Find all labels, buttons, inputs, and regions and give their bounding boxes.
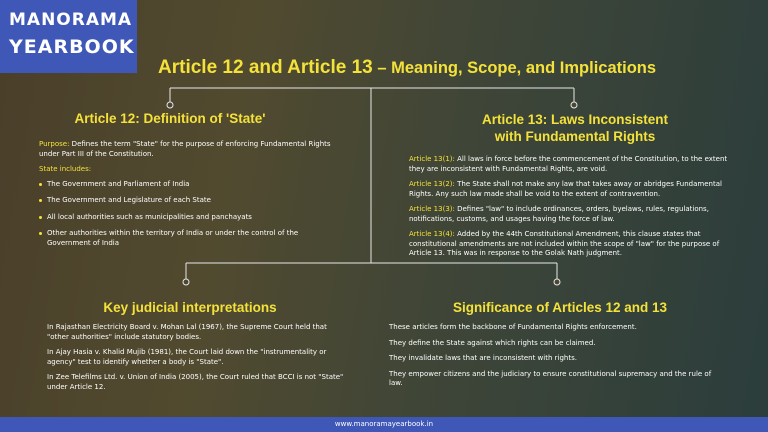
article13-clause	[409, 180, 731, 199]
article13-heading-line2: with Fundamental Rights	[494, 129, 656, 144]
judicial-heading: Key judicial interpretations	[103, 300, 277, 315]
clause-label: Article 13(3):	[409, 205, 455, 213]
footer-bar	[0, 417, 768, 432]
title-main: Article 12 and Article 13	[158, 57, 373, 78]
article12-body	[39, 140, 339, 255]
article13-clause	[409, 205, 731, 224]
article13-body	[409, 155, 731, 265]
article12-purpose	[39, 140, 339, 159]
clause-label: Article 13(1):	[409, 155, 455, 163]
significance-item: These articles form the backbone of Fundamental Rights enforcement.	[389, 323, 637, 331]
clause-text: Added by the 44th Constitutional Amendment, this clause states that constitutional amendments are not included within the scope of "law" for the purpose of Article 13. This was in response to the Golak Nath judgment.	[409, 230, 720, 257]
article13-heading-line1: Article 13: Laws Inconsistent	[481, 112, 669, 127]
article12-heading: Article 12: Definition of 'State'	[74, 111, 266, 126]
state-includes-list	[39, 180, 339, 249]
website-link[interactable]: www.manoramayearbook.in	[334, 420, 434, 428]
judicial-item: In Rajasthan Electricity Board v. Mohan Lal (1967), the Supreme Court held that "other authorities" include statutory bodies.	[47, 323, 327, 341]
list-item: The Government and Parliament of India	[39, 180, 339, 190]
purpose-text: Defines the term "State" for the purpose of enforcing Fundamental Rights under Part III of the Constitution.	[39, 140, 331, 158]
clause-text: All laws in force before the commencement of the Constitution, to the extent they are inconsistent with Fundamental Rights, are void.	[409, 155, 728, 173]
logo-line-1: MANORAMA	[9, 10, 133, 30]
article13-heading	[425, 111, 725, 145]
article13-clause	[409, 155, 731, 174]
significance-item: They empower citizens and the judiciary to ensure constitutional supremacy and the rule of law.	[389, 369, 712, 387]
significance-heading: Significance of Articles 12 and 13	[452, 300, 668, 315]
logo-line-2: YEARBOOK	[9, 36, 135, 58]
judicial-item: In Zee Telefilms Ltd. v. Union of India (2005), the Court ruled that BCCI is not "State" under Article 12.	[47, 373, 344, 391]
clause-text: The State shall not make any law that takes away or abridges Fundamental Rights. Any such law made shall be void to the extent of contravention.	[409, 180, 722, 198]
judicial-item: In Ajay Hasia v. Khalid Mujib (1981), the Court laid down the "instrumentality or agency" test to identify whether a body is "State".	[47, 348, 327, 366]
node-significance	[554, 279, 560, 285]
state-includes-label: State includes:	[39, 165, 92, 173]
clause-text: Defines "law" to include ordinances, orders, byelaws, rules, regulations, notifications, customs, and usages having the force of law.	[409, 205, 709, 223]
clause-label: Article 13(2):	[409, 180, 455, 188]
title-subtitle: – Meaning, Scope, and Implications	[372, 59, 657, 77]
node-article12	[167, 102, 173, 108]
significance-item: They define the State against which rights can be claimed.	[389, 338, 596, 347]
list-item: The Government and Legislature of each State	[39, 196, 339, 206]
significance-body	[389, 323, 719, 395]
list-item: All local authorities such as municipalities and panchayats	[39, 213, 339, 223]
list-item: Other authorities within the territory of India or under the control of the Government of India	[39, 229, 339, 248]
judicial-body	[47, 323, 347, 398]
significance-item: They invalidate laws that are inconsistent with rights.	[389, 354, 577, 362]
clause-label: Article 13(4):	[409, 230, 455, 238]
node-judicial	[183, 279, 189, 285]
node-article13	[571, 102, 577, 108]
purpose-label: Purpose:	[39, 140, 70, 148]
article13-clause	[409, 230, 731, 259]
